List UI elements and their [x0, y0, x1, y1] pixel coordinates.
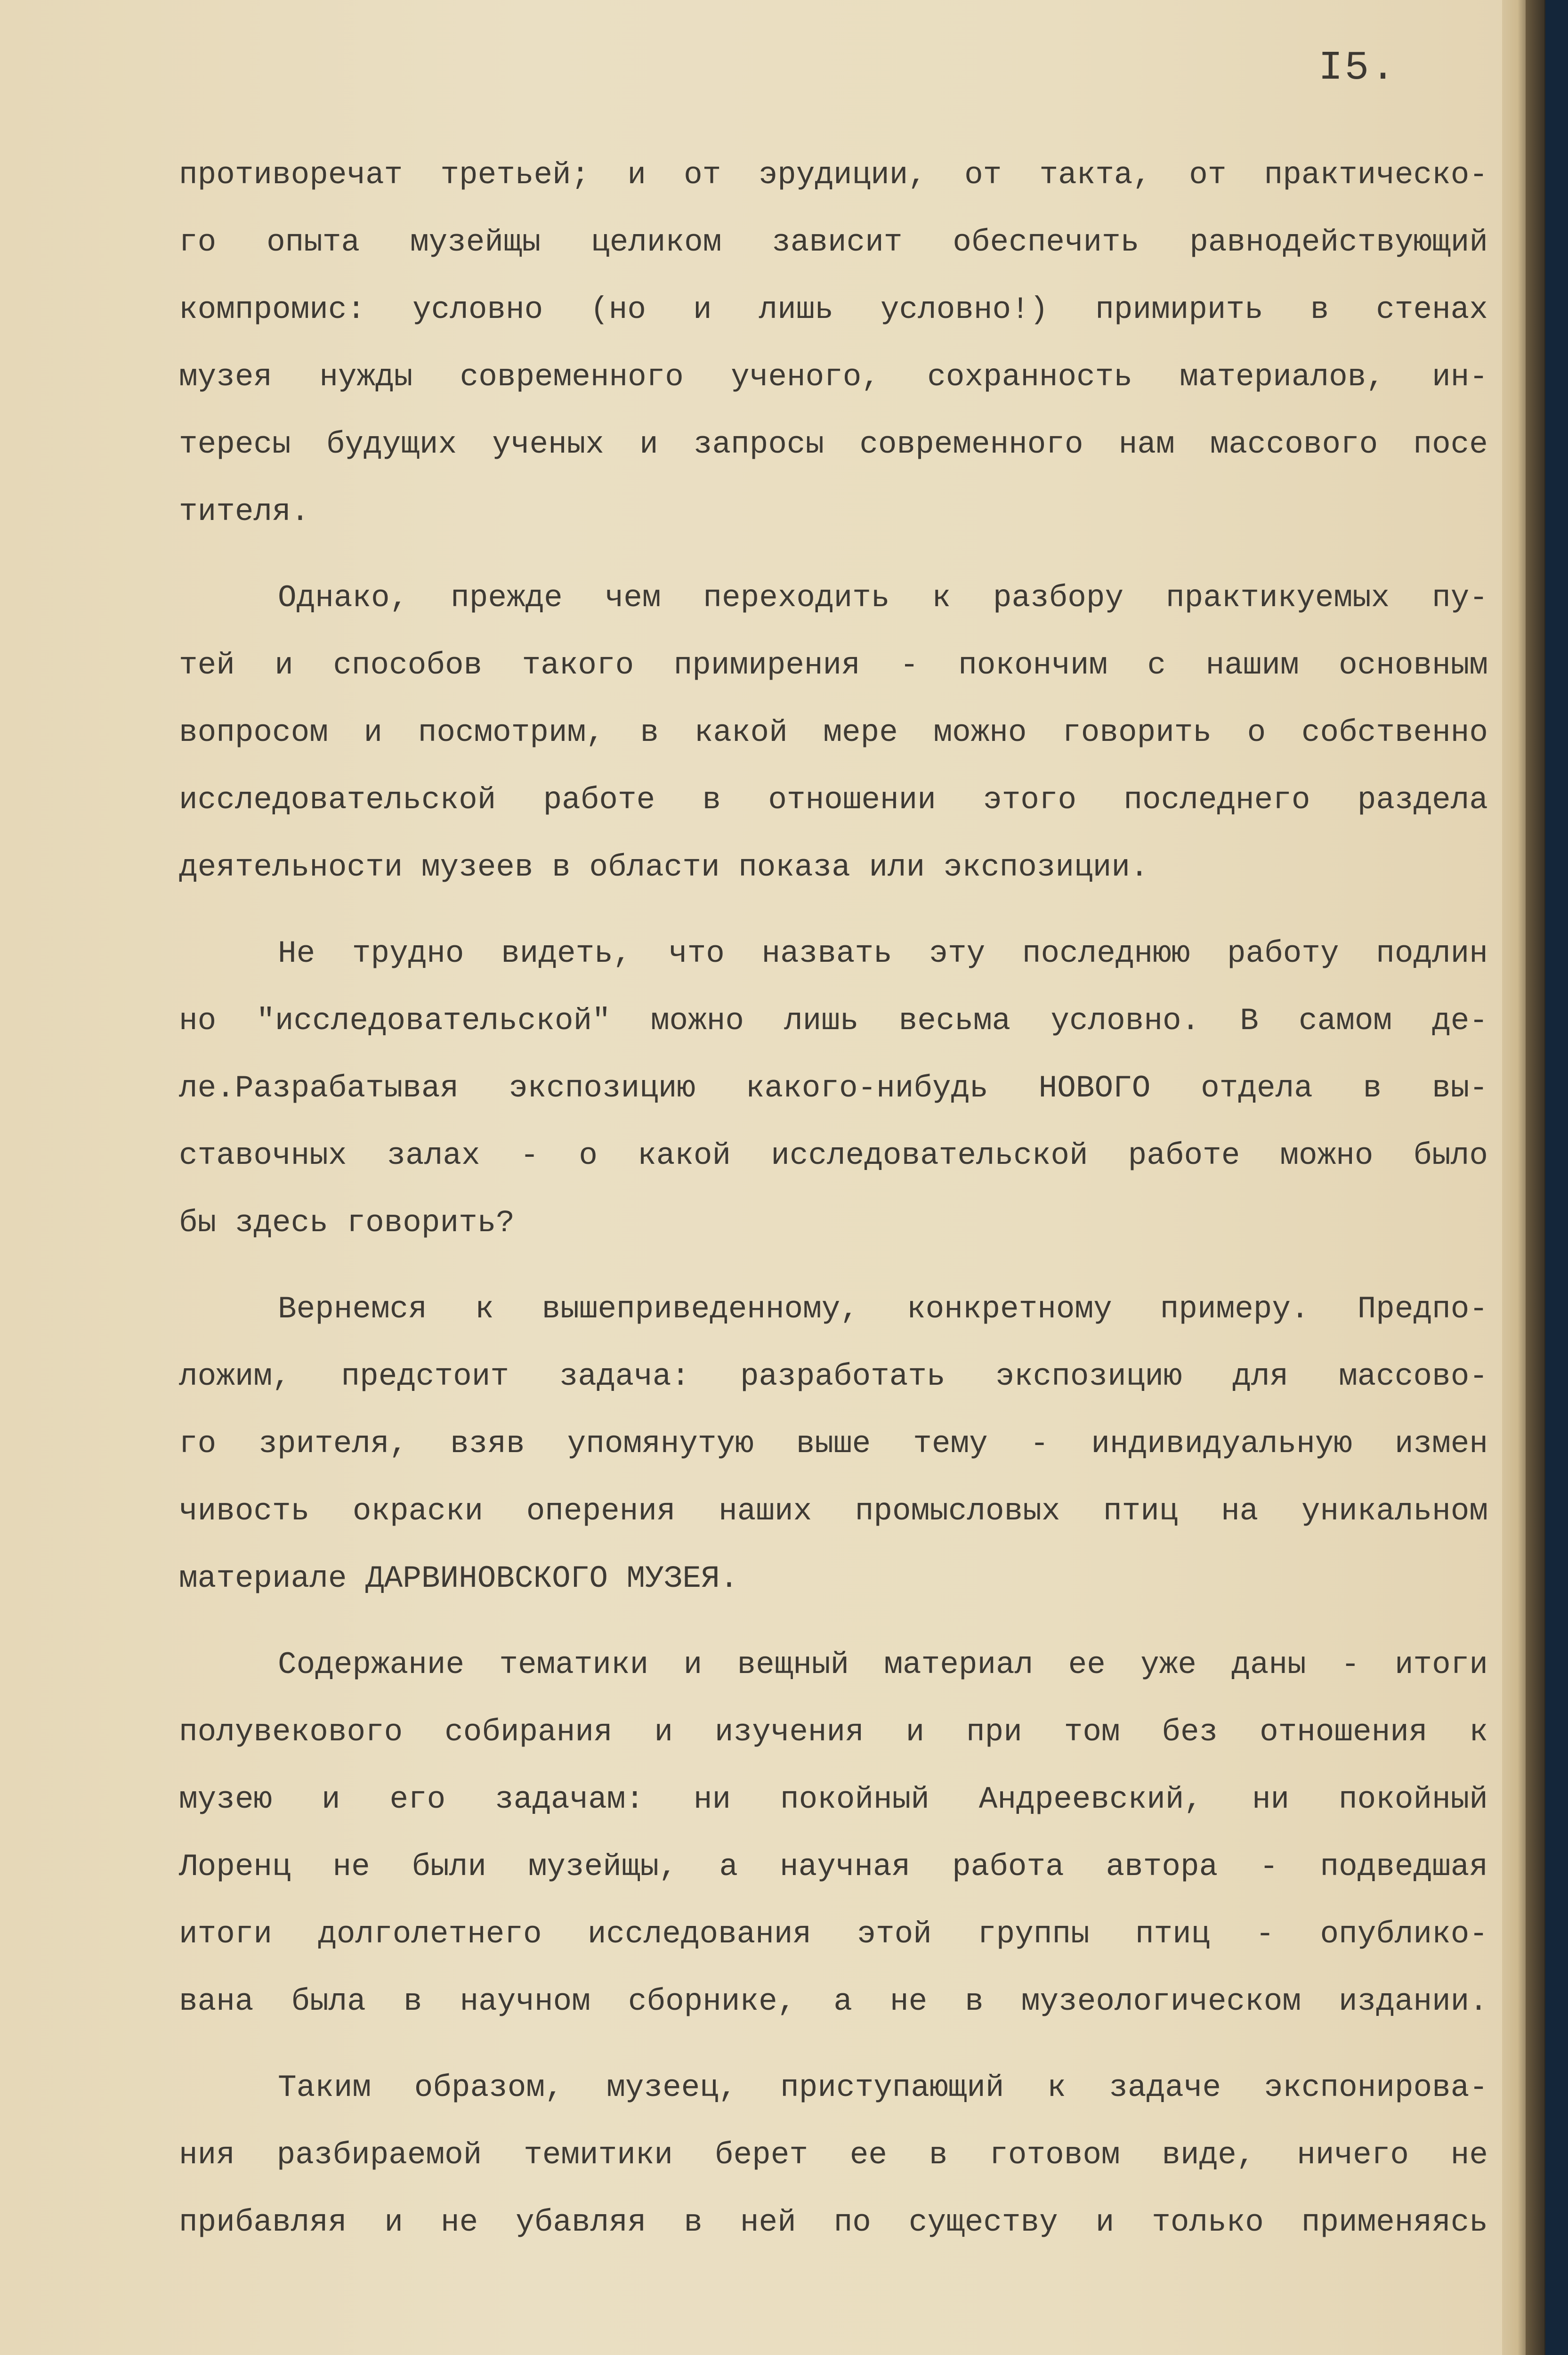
- word: научном: [460, 1984, 590, 2019]
- word: и: [627, 157, 647, 193]
- word: приступающий: [780, 2070, 1004, 2105]
- word: в: [1310, 292, 1329, 327]
- word: ставочных: [179, 1138, 347, 1173]
- word: го: [179, 1426, 217, 1462]
- word: музеологическом: [1021, 1984, 1301, 2019]
- word: автора: [1106, 1849, 1218, 1884]
- word: -: [1030, 1426, 1049, 1462]
- word: образом,: [414, 2070, 564, 2105]
- word: Предпо-: [1357, 1291, 1488, 1327]
- word: и: [384, 2205, 404, 2240]
- word: том: [1064, 1714, 1120, 1750]
- word: переходить: [703, 580, 890, 616]
- word: не: [440, 2205, 478, 2240]
- word: Не: [278, 936, 315, 971]
- word: разбираемой: [276, 2137, 482, 2173]
- word: последнюю: [1022, 936, 1190, 971]
- word: и: [321, 1782, 340, 1817]
- word: зависит: [772, 225, 903, 260]
- word: индивидуальную: [1091, 1426, 1352, 1462]
- word: в: [640, 715, 659, 750]
- word: отношении: [768, 782, 936, 818]
- word: будущих: [326, 427, 457, 462]
- word: массово-: [1339, 1359, 1488, 1394]
- word: задача:: [559, 1359, 690, 1394]
- word: к: [1047, 2070, 1066, 2105]
- word: ни: [693, 1782, 731, 1817]
- word: но: [179, 1003, 217, 1039]
- word: зрителя,: [259, 1426, 408, 1462]
- word: уже: [1140, 1647, 1196, 1682]
- word: его: [389, 1782, 446, 1817]
- text-line: [179, 987, 1488, 1055]
- word: ни: [1252, 1782, 1290, 1817]
- word: в: [702, 782, 721, 818]
- word: покончим: [958, 648, 1108, 683]
- word: в: [403, 1984, 422, 2019]
- word: экспонирова-: [1264, 2070, 1488, 2105]
- word: музею: [179, 1782, 273, 1817]
- word: по: [833, 2205, 871, 2240]
- word: -: [520, 1138, 539, 1173]
- text-line: деятельности музеев в области показа или экспозиции.: [179, 850, 1149, 885]
- word: Таким: [278, 2070, 372, 2105]
- word: работа: [952, 1849, 1064, 1884]
- word: трудно: [352, 936, 464, 971]
- word: примирить: [1095, 292, 1263, 327]
- word: экспозицию: [509, 1071, 696, 1106]
- word: взяв: [450, 1426, 525, 1462]
- word: вопросом: [179, 715, 328, 750]
- word: де-: [1432, 1003, 1488, 1039]
- text-line: [179, 1343, 1488, 1410]
- word: промысловых: [855, 1494, 1060, 1529]
- word: тематики: [499, 1647, 649, 1682]
- word: ее: [849, 2137, 887, 2173]
- word: условно!): [880, 292, 1049, 327]
- word: а: [719, 1849, 738, 1884]
- text-line: [179, 1766, 1488, 1833]
- text-line: [179, 411, 1488, 478]
- word: можно: [1280, 1138, 1374, 1173]
- word: посмотрим,: [418, 715, 605, 750]
- word: равнодействующий: [1189, 225, 1488, 260]
- word: самом: [1299, 1003, 1392, 1039]
- word: весьма: [898, 1003, 1011, 1039]
- word: этой: [857, 1916, 932, 1952]
- word: лишь: [759, 292, 833, 327]
- word: ничего: [1297, 2137, 1409, 2173]
- word: не: [1450, 2137, 1488, 2173]
- text-line: [179, 564, 1488, 632]
- word: лишь: [784, 1003, 859, 1039]
- word: ее: [1068, 1647, 1106, 1682]
- word: измен: [1394, 1426, 1488, 1462]
- word: примирения: [673, 648, 860, 683]
- word: разработать: [740, 1359, 946, 1394]
- word: чем: [605, 580, 661, 616]
- word: в: [684, 2205, 703, 2240]
- word: для: [1232, 1359, 1289, 1394]
- word: была: [291, 1984, 366, 2019]
- word: даны: [1231, 1647, 1306, 1682]
- word: нужды: [319, 359, 413, 395]
- word: опублико-: [1320, 1916, 1488, 1952]
- word: такта,: [1039, 157, 1152, 193]
- word: стенах: [1376, 292, 1488, 327]
- word: какой: [694, 715, 788, 750]
- word: о: [1247, 715, 1266, 750]
- word: собирания: [445, 1714, 613, 1750]
- word: ле.Разрабатывая: [179, 1071, 459, 1106]
- word: тересы: [179, 427, 291, 462]
- text-line: [179, 766, 1488, 834]
- word: работу: [1227, 936, 1339, 971]
- word: Однако,: [278, 580, 409, 616]
- word: и: [364, 715, 383, 750]
- text-line: [179, 632, 1488, 699]
- word: подведшая: [1320, 1849, 1488, 1884]
- word: что: [669, 936, 725, 971]
- word: целиком: [591, 225, 722, 260]
- word: Содержание: [278, 1647, 465, 1682]
- word: тему: [913, 1426, 988, 1462]
- word: и: [639, 427, 658, 462]
- typewritten-text: [179, 141, 1488, 2256]
- word: го: [179, 225, 217, 260]
- word: птиц: [1103, 1494, 1178, 1529]
- word: к: [932, 580, 951, 616]
- word: полувекового: [179, 1714, 403, 1750]
- word: в: [1363, 1071, 1382, 1106]
- word: массового: [1210, 427, 1378, 462]
- text-line: [179, 699, 1488, 766]
- word: о: [579, 1138, 598, 1173]
- word: такого: [522, 648, 634, 683]
- word: музейщы: [410, 225, 541, 260]
- text-line: [179, 1275, 1488, 1343]
- word: ния: [179, 2137, 235, 2173]
- word: с: [1147, 648, 1166, 683]
- word: итоги: [179, 1916, 273, 1952]
- word: противоречат: [179, 157, 403, 193]
- word: чивость: [179, 1494, 310, 1529]
- word: материал: [884, 1647, 1034, 1682]
- word: компромис:: [179, 292, 366, 327]
- word: к: [475, 1291, 494, 1327]
- word: только: [1152, 2205, 1264, 2240]
- word: современного: [859, 427, 1083, 462]
- word: не: [332, 1849, 370, 1884]
- scanner-border: [1545, 0, 1568, 2355]
- word: эту: [929, 936, 986, 971]
- word: вещный: [737, 1647, 849, 1682]
- word: убавляя: [516, 2205, 647, 2240]
- text-line: [179, 141, 1488, 209]
- word: от: [964, 157, 1002, 193]
- word: в: [965, 1984, 984, 2019]
- word: от: [1189, 157, 1227, 193]
- word: залах: [387, 1138, 480, 1173]
- text-line: [179, 1055, 1488, 1122]
- word: прибавляя: [179, 2205, 347, 2240]
- word: птиц: [1135, 1916, 1210, 1952]
- word: нашим: [1205, 648, 1299, 683]
- text-line: [179, 2121, 1488, 2189]
- word: в: [929, 2137, 948, 2173]
- word: ученых: [492, 427, 604, 462]
- word: темитики: [524, 2137, 673, 2173]
- word: выше: [796, 1426, 871, 1462]
- word: нам: [1118, 427, 1175, 462]
- word: вы-: [1432, 1071, 1488, 1106]
- word: можно: [650, 1003, 744, 1039]
- word: раздела: [1357, 782, 1488, 818]
- word: сборнике,: [628, 1984, 796, 2019]
- word: к: [1469, 1714, 1488, 1750]
- word: можно: [933, 715, 1027, 750]
- word: виде,: [1162, 2137, 1255, 2173]
- word: примеру.: [1160, 1291, 1309, 1327]
- word: и: [1095, 2205, 1115, 2240]
- word: этого: [983, 782, 1077, 818]
- word: ин-: [1432, 359, 1488, 395]
- word: были: [412, 1849, 486, 1884]
- word: задачам:: [495, 1782, 645, 1817]
- word: какой: [638, 1138, 731, 1173]
- underlying-sheets: [1502, 0, 1528, 2355]
- word: запросы: [693, 427, 824, 462]
- word: наших: [719, 1494, 812, 1529]
- word: Андреевский,: [978, 1782, 1203, 1817]
- word: от: [684, 157, 721, 193]
- word: говорить: [1062, 715, 1212, 750]
- word: отношения: [1260, 1714, 1428, 1750]
- word: издании.: [1339, 1984, 1488, 2019]
- text-line: [179, 2189, 1488, 2256]
- word: музея: [179, 359, 273, 395]
- word: какого-нибудь: [745, 1071, 988, 1106]
- word: посе: [1413, 427, 1488, 462]
- word: практическо-: [1264, 157, 1488, 193]
- word: исследовательской: [771, 1138, 1088, 1173]
- text-line: [179, 343, 1488, 411]
- word: покойный: [780, 1782, 929, 1817]
- word: а: [833, 1984, 852, 2019]
- word: существу: [908, 2205, 1058, 2240]
- text-line: [179, 209, 1488, 276]
- word: НОВОГО: [1038, 1071, 1151, 1106]
- word: обеспечить: [953, 225, 1140, 260]
- text-line: материале ДАРВИНОВСКОГО МУЗЕЯ.: [179, 1561, 739, 1596]
- word: современного: [460, 359, 684, 395]
- word: тей: [179, 648, 235, 683]
- word: научная: [779, 1849, 911, 1884]
- word: упомянутую: [567, 1426, 754, 1462]
- text-line: тителя.: [179, 494, 310, 529]
- word: практикуемых: [1166, 580, 1390, 616]
- word: (но: [590, 292, 647, 327]
- text-line: [179, 1833, 1488, 1900]
- text-line: [179, 1631, 1488, 1698]
- word: без: [1162, 1714, 1218, 1750]
- word: применяясь: [1301, 2205, 1488, 2240]
- word: изучения: [714, 1714, 864, 1750]
- word: ложим,: [179, 1359, 291, 1394]
- page-number: I5.: [1318, 45, 1397, 91]
- word: последнего: [1123, 782, 1310, 818]
- word: назвать: [761, 936, 892, 971]
- word: Лоренц: [179, 1849, 291, 1884]
- text-line: [179, 2054, 1488, 2121]
- sheet-edge-shadow: [1526, 0, 1544, 2355]
- word: музейщы,: [528, 1849, 678, 1884]
- word: итоги: [1394, 1647, 1488, 1682]
- word: мере: [823, 715, 898, 750]
- word: вана: [179, 1984, 254, 2019]
- word: -: [1255, 1916, 1275, 1952]
- word: уникальном: [1301, 1494, 1488, 1529]
- word: было: [1413, 1138, 1488, 1173]
- word: основным: [1339, 648, 1488, 683]
- word: и: [693, 292, 712, 327]
- word: материалов,: [1180, 359, 1385, 395]
- word: долголетнего: [318, 1916, 542, 1952]
- text-line: бы здесь говорить?: [179, 1205, 515, 1241]
- text-line: [179, 920, 1488, 987]
- word: музеец,: [606, 2070, 737, 2105]
- word: вышеприведенному,: [542, 1291, 859, 1327]
- word: экспозицию: [995, 1359, 1182, 1394]
- word: отдела: [1201, 1071, 1313, 1106]
- word: группы: [978, 1916, 1090, 1952]
- word: опыта: [267, 225, 360, 260]
- word: оперения: [526, 1494, 676, 1529]
- word: и: [683, 1647, 703, 1682]
- word: условно: [412, 292, 543, 327]
- text-line: [179, 1968, 1488, 2035]
- word: работе: [543, 782, 655, 818]
- word: и: [654, 1714, 673, 1750]
- word: не: [890, 1984, 928, 2019]
- word: -: [900, 648, 919, 683]
- word: исследовательской: [179, 782, 496, 818]
- word: окраски: [352, 1494, 484, 1529]
- word: -: [1260, 1849, 1278, 1884]
- word: способов: [333, 648, 483, 683]
- word: исследования: [587, 1916, 812, 1952]
- word: "исследовательской": [256, 1003, 611, 1039]
- word: готовом: [989, 2137, 1120, 2173]
- word: предстоит: [341, 1359, 509, 1394]
- word: берет: [714, 2137, 808, 2173]
- word: сохранность: [927, 359, 1132, 395]
- word: подлин: [1376, 936, 1488, 971]
- word: и: [275, 648, 293, 683]
- word: работе: [1128, 1138, 1240, 1173]
- text-line: [179, 1122, 1488, 1189]
- word: Вернемся: [278, 1291, 427, 1327]
- word: ней: [740, 2205, 796, 2240]
- text-line: [179, 276, 1488, 343]
- word: пу-: [1432, 580, 1488, 616]
- word: при: [966, 1714, 1022, 1750]
- word: ученого,: [731, 359, 881, 395]
- word: конкретному: [907, 1291, 1112, 1327]
- text-line: [179, 1900, 1488, 1968]
- word: собственно: [1301, 715, 1488, 750]
- word: видеть,: [501, 936, 632, 971]
- word: разбору: [993, 580, 1124, 616]
- word: на: [1221, 1494, 1259, 1529]
- text-line: [179, 1410, 1488, 1478]
- word: прежде: [451, 580, 563, 616]
- word: покойный: [1339, 1782, 1488, 1817]
- word: задаче: [1109, 2070, 1221, 2105]
- word: В: [1240, 1003, 1259, 1039]
- text-line: [179, 1478, 1488, 1545]
- word: -: [1341, 1647, 1360, 1682]
- word: третьей;: [440, 157, 590, 193]
- word: условно.: [1051, 1003, 1200, 1039]
- word: эрудиции,: [759, 157, 927, 193]
- text-line: [179, 1698, 1488, 1766]
- word: и: [905, 1714, 925, 1750]
